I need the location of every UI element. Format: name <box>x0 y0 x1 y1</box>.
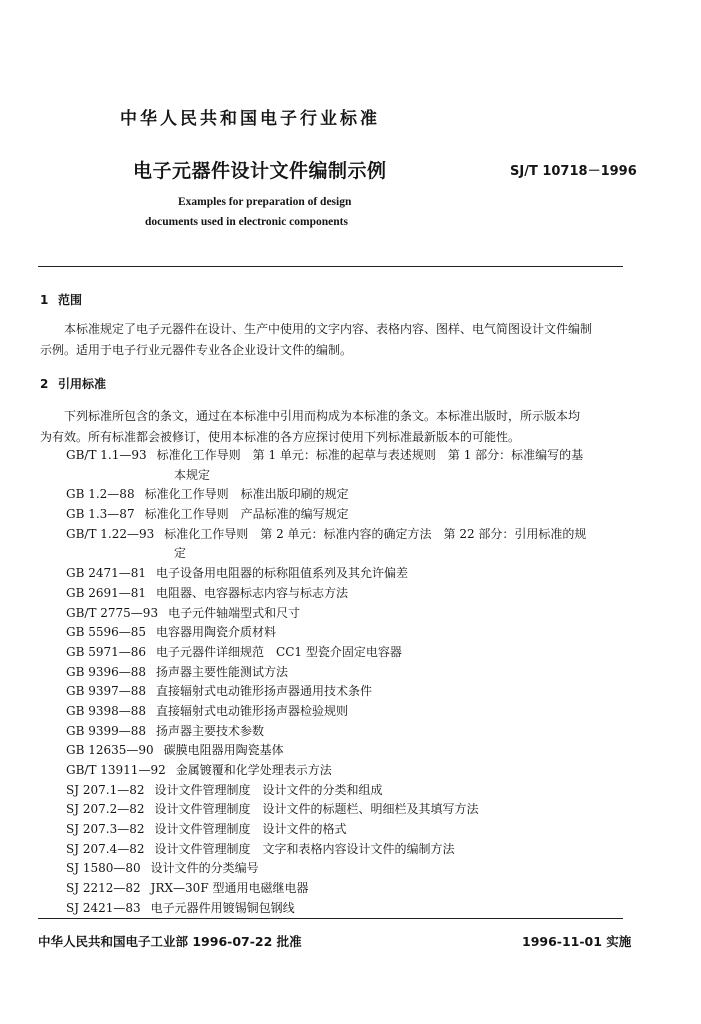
section-number: 1 <box>40 293 49 307</box>
reference-title: 设计文件管理制度 设计文件的格式 <box>154 822 347 837</box>
reference-title: 标准化工作导则 第 1 单元：标准的起草与表述规则 第 1 部分：标准编写的基 <box>156 448 584 462</box>
reference-item <box>66 446 626 485</box>
document-title: 电子元器件设计文件编制示例 <box>133 160 387 182</box>
reference-item <box>66 820 626 840</box>
reference-title: 扬声器主要性能测试方法 <box>156 664 289 679</box>
reference-code: GB/T 2775—93 <box>66 605 159 620</box>
reference-title: 电容器用陶瓷介质材料 <box>156 625 277 640</box>
standard-code: SJ/T 10718－1996 <box>510 164 637 179</box>
reference-item <box>66 859 626 879</box>
reference-code: GB/T 1.1—93 <box>66 448 147 462</box>
reference-item <box>66 623 626 643</box>
reference-code: GB 1.2—88 <box>66 487 135 502</box>
reference-item <box>66 702 626 722</box>
section-2-heading <box>40 375 106 392</box>
section-1-body <box>40 319 625 361</box>
reference-item <box>66 761 626 781</box>
reference-item <box>66 722 626 742</box>
approval-statement: 中华人民共和国电子工业部 1996-07-22 批准 <box>38 934 302 949</box>
reference-item <box>66 505 626 525</box>
reference-code: GB 9397—88 <box>66 684 147 699</box>
reference-code: SJ 207.3—82 <box>66 822 145 837</box>
section-title: 引用标准 <box>58 377 107 391</box>
paragraph-line: 为有效。所有标准都会被修订，使用本标准的各方应探讨使用下列标准最新版本的可能性。 <box>40 430 521 444</box>
reference-title: JRX—30F 型通用电磁继电器 <box>150 881 309 896</box>
section-title: 范围 <box>58 293 83 307</box>
reference-title: 电阻器、电容器标志内容与标志方法 <box>156 585 349 600</box>
section-1-heading <box>40 291 82 308</box>
footer-divider <box>38 918 623 919</box>
reference-item <box>66 840 626 860</box>
reference-item <box>66 663 626 683</box>
reference-item <box>66 741 626 761</box>
reference-title: 直接辐射式电动锥形扬声器检验规则 <box>156 703 349 718</box>
reference-title: 标准化工作导则 标准出版印刷的规定 <box>144 487 349 502</box>
reference-item <box>66 682 626 702</box>
reference-code: SJ 2212—82 <box>66 881 141 896</box>
reference-item <box>66 485 626 505</box>
reference-code: GB 9399—88 <box>66 723 147 738</box>
reference-title: 设计文件管理制度 设计文件的分类和组成 <box>154 782 383 797</box>
reference-code: SJ 207.2—82 <box>66 802 145 817</box>
reference-code: GB/T 1.22—93 <box>66 526 155 541</box>
header-divider <box>38 266 623 267</box>
reference-item <box>66 584 626 604</box>
reference-code: GB/T 13911—92 <box>66 763 166 778</box>
reference-title: 电子元件轴端型式和尺寸 <box>168 605 301 620</box>
standard-organization: 中华人民共和国电子行业标准 <box>120 109 380 129</box>
section-2-body <box>40 406 625 448</box>
paragraph-line: 本标准规定了电子元器件在设计、生产中使用的文字内容、表格内容、图样、电气简图设计文件编制 <box>64 322 593 336</box>
reference-title: 电子元器件用镀锡铜包钢线 <box>150 900 295 915</box>
reference-code: SJ 207.4—82 <box>66 841 145 856</box>
reference-item <box>66 781 626 801</box>
reference-title: 标准化工作导则 第 2 单元：标准内容的确定方法 第 22 部分：引用标准的规 <box>164 526 587 541</box>
paragraph-line: 示例。适用于电子行业元器件专业各企业设计文件的编制。 <box>40 343 353 357</box>
reference-title: 碳膜电阻器用陶瓷基体 <box>163 743 284 758</box>
english-title-line-1: Examples for preparation of design <box>178 196 352 208</box>
reference-title: 直接辐射式电动锥形扬声器通用技术条件 <box>156 684 373 699</box>
reference-title: 电子设备用电阻器的标称阻值系列及其允许偏差 <box>156 566 409 581</box>
reference-title: 设计文件管理制度 设计文件的标题栏、明细栏及其填写方法 <box>154 802 479 817</box>
reference-item <box>66 604 626 624</box>
reference-title: 设计文件管理制度 文字和表格内容设计文件的编制方法 <box>154 841 455 856</box>
section-number: 2 <box>40 377 49 391</box>
reference-title: 标准化工作导则 产品标准的编写规定 <box>144 507 349 522</box>
english-title-line-2: documents used in electronic components <box>145 216 348 228</box>
reference-code: GB 1.3—87 <box>66 507 135 522</box>
reference-code: GB 12635—90 <box>66 743 154 758</box>
reference-title-continuation: 本规定 <box>174 467 211 482</box>
reference-code: GB 5596—85 <box>66 625 147 640</box>
reference-item <box>66 564 626 584</box>
reference-code: GB 9396—88 <box>66 664 147 679</box>
reference-title: 金属镀覆和化学处理表示方法 <box>175 763 332 778</box>
reference-code: GB 2691—81 <box>66 585 147 600</box>
reference-code: SJ 1580—80 <box>66 861 141 876</box>
reference-title: 设计文件的分类编号 <box>150 861 259 876</box>
reference-title-continuation: 定 <box>174 546 187 561</box>
reference-item <box>66 643 626 663</box>
reference-title: 电子元器件详细规范 CC1 型瓷介固定电容器 <box>156 644 402 659</box>
reference-code: GB 5971—86 <box>66 644 147 659</box>
normative-references-list <box>66 446 626 919</box>
reference-item <box>66 800 626 820</box>
reference-title: 扬声器主要技术参数 <box>156 723 265 738</box>
paragraph-line: 下列标准所包含的条文，通过在本标准中引用而构成为本标准的条文。本标准出版时，所示版本均 <box>64 409 581 423</box>
reference-code: SJ 2421—83 <box>66 900 141 915</box>
implementation-date: 1996-11-01 实施 <box>522 934 632 949</box>
reference-item <box>66 879 626 899</box>
reference-item <box>66 525 626 564</box>
reference-code: SJ 207.1—82 <box>66 782 145 797</box>
reference-item <box>66 899 626 919</box>
reference-code: GB 9398—88 <box>66 703 147 718</box>
reference-code: GB 2471—81 <box>66 566 147 581</box>
